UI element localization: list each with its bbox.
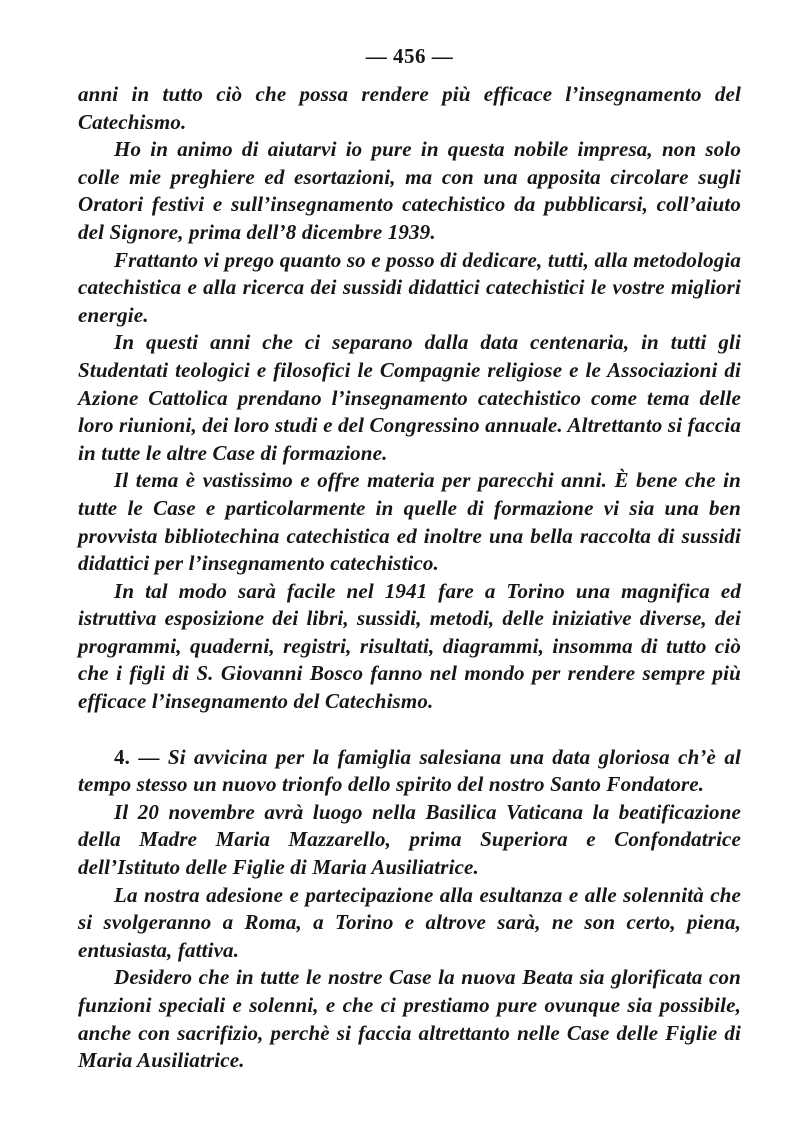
section-4-opening xyxy=(78,744,741,799)
paragraph-circular: Ho in animo di aiutarvi io pure in questa nobile impresa, non solo colle mie preghiere ed esortazioni, ma con una apposita circolare sugli Oratori festivi e sull’insegnamento catechistico da pubblicarsi, coll’aiuto del Signore, prima dell’8 dicembre 1939. xyxy=(78,137,741,244)
paragraph-beatificazione: Il 20 novembre avrà luogo nella Basilica Vaticana la beatificazione della Madre Maria Mazzarello, prima Superiora e Confondatrice dell’Istituto delle Figlie di Maria Ausiliatrice. xyxy=(78,799,741,880)
paragraph-desidero: Desidero che in tutte le nostre Case la nuova Beata sia glorificata con funzioni speciali e solenni, e che ci prestiamo pure ovunque sia possibile, anche con sacrifizio, perchè si faccia altrettanto nelle Case delle Figlie di Maria Ausiliatrice. xyxy=(78,965,741,1073)
section-opening-text: Si avvicina per la famiglia salesiana una data gloriosa ch’è al tempo stesso un nuovo trionfo dello spirito del nostro Santo Fondatore. xyxy=(78,744,741,797)
paragraph-studentati: In questi anni che ci separano dalla data centenaria, in tutti gli Studentati teologici e filosofici le Compagnie religiose e le Associazioni di Azione Cattolica prendano l’insegnamento catechistico come tema delle loro riunioni, dei loro studi e del Congressino annuale. Altrettanto si faccia in tutte le altre Case di formazione. xyxy=(78,330,741,465)
paragraph-adesione: La nostra adesione e partecipazione alla esultanza e alle solennità che si svolgeranno a Roma, a Torino e altrove sarà, ne son certo, piena, entusiasta, fattiva. xyxy=(78,882,741,962)
page-number: — 456 — xyxy=(365,44,454,68)
paragraph-tema: Il tema è vastissimo e offre materia per parecchi anni. È bene che in tutte le Case e particolarmente in quelle di formazione vi sia una ben provvista bibliotechina catechistica ed inoltre una bella raccolta di sussidi didattici per l’insegnamento catechistico. xyxy=(78,468,741,576)
paragraph-continuation: anni in tutto ciò che possa rendere più efficace l’insegnamento del Catechismo. xyxy=(78,82,741,134)
section-gap xyxy=(78,716,741,744)
section-number: 4. — xyxy=(114,744,160,769)
paragraph-methodology: Frattanto vi prego quanto so e posso di dedicare, tutti, alla metodologia catechistica e alla ricerca dei sussidi didattici catechistici le vostre migliori energie. xyxy=(78,247,741,327)
paragraph-esposizione: In tal modo sarà facile nel 1941 fare a Torino una magnifica ed istruttiva esposizione dei libri, sussidi, metodi, delle iniziative diverse, dei programmi, quaderni, registri, risultati, diagrammi, insomma di tutto ciò che i figli di S. Giovanni Bosco fanno nel mondo per rendere sempre più efficace l’insegnamento del Catechismo. xyxy=(78,578,741,714)
body-text xyxy=(78,81,741,1075)
